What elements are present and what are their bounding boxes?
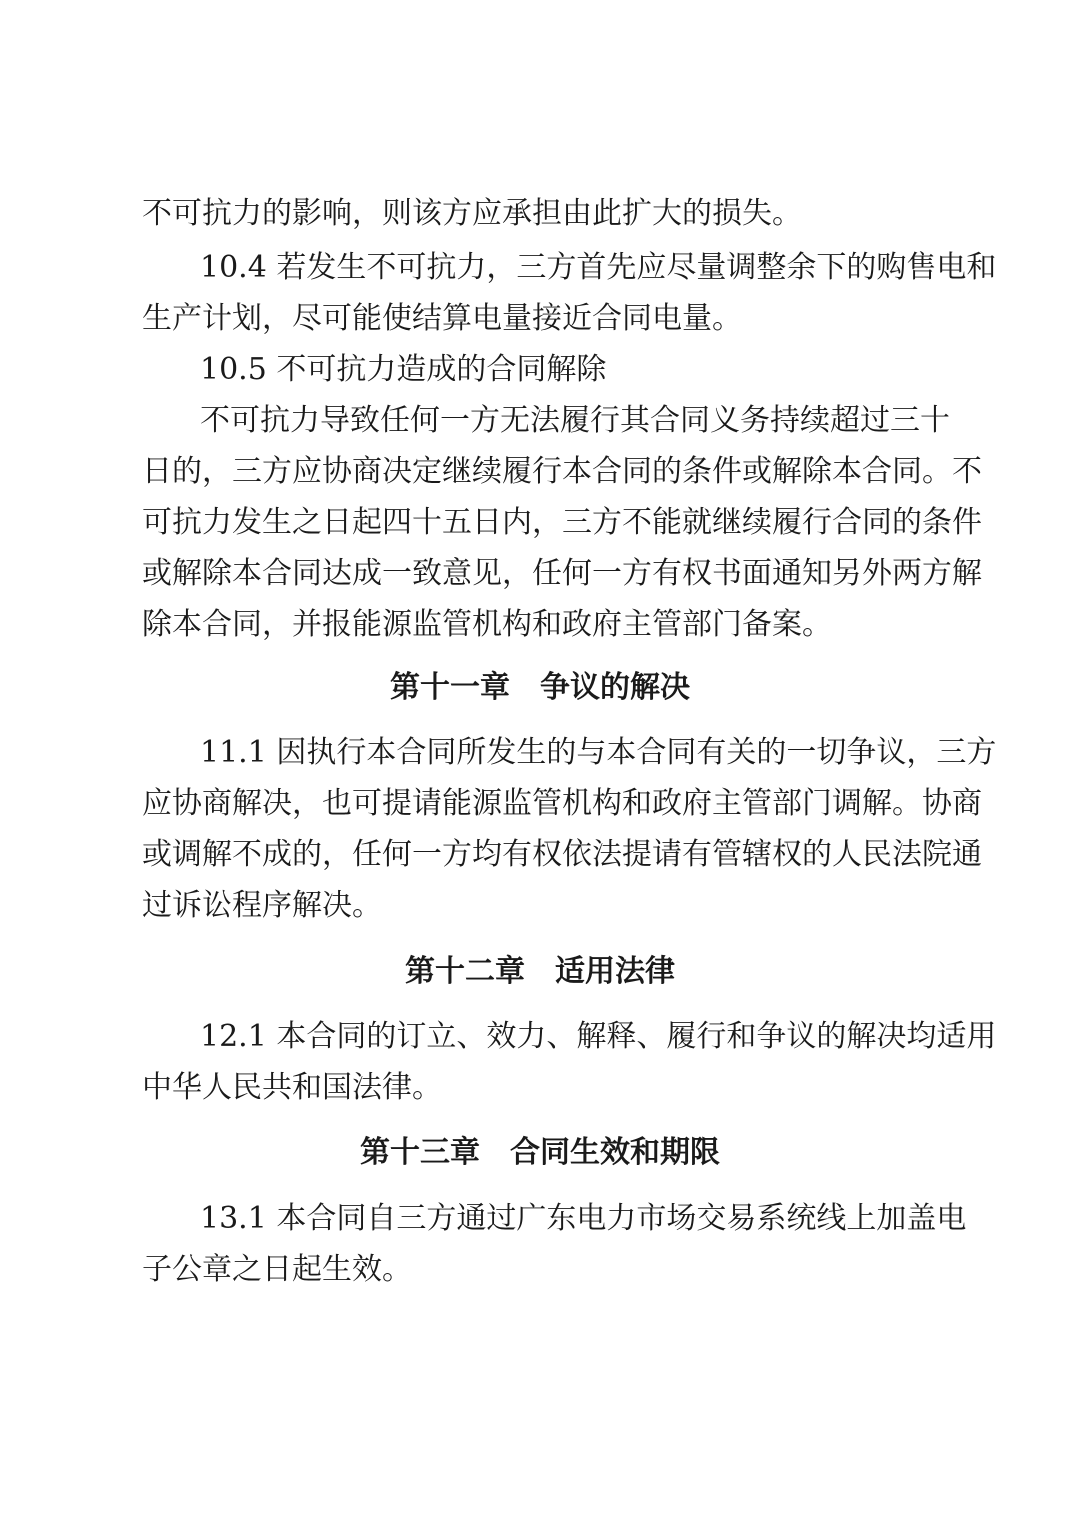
paragraph-line: 10.4 若发生不可抗力，三方首先应尽量调整余下的购售电和 [200, 250, 997, 285]
paragraph-line: 过诉讼程序解决。 [142, 888, 382, 923]
paragraph-line: 除本合同，并报能源监管机构和政府主管部门备案。 [142, 607, 832, 642]
paragraph-line: 不可抗力导致任何一方无法履行其合同义务持续超过三十 [200, 403, 950, 438]
chapter-heading: 第十二章 适用法律 [405, 954, 675, 989]
paragraph-line: 12.1 本合同的订立、效力、解释、履行和争议的解决均适用 [200, 1019, 997, 1054]
chapter-heading: 第十三章 合同生效和期限 [360, 1135, 720, 1170]
paragraph-line: 应协商解决，也可提请能源监管机构和政府主管部门调解。协商 [142, 786, 982, 821]
paragraph-line: 不可抗力的影响，则该方应承担由此扩大的损失。 [142, 196, 802, 231]
paragraph-line: 或调解不成的，任何一方均有权依法提请有管辖权的人民法院通 [142, 837, 982, 872]
paragraph-line: 11.1 因执行本合同所发生的与本合同有关的一切争议，三方 [200, 735, 997, 770]
chapter-heading: 第十一章 争议的解决 [390, 670, 690, 705]
paragraph-line: 或解除本合同达成一致意见，任何一方有权书面通知另外两方解 [142, 556, 982, 591]
paragraph-line: 日的，三方应协商决定继续履行本合同的条件或解除本合同。不 [142, 454, 982, 489]
paragraph-line: 13.1 本合同自三方通过广东电力市场交易系统线上加盖电 [200, 1201, 967, 1236]
paragraph-line: 生产计划，尽可能使结算电量接近合同电量。 [142, 301, 742, 336]
paragraph-line: 中华人民共和国法律。 [142, 1070, 442, 1105]
paragraph-line: 可抗力发生之日起四十五日内，三方不能就继续履行合同的条件 [142, 505, 982, 540]
paragraph-line: 10.5 不可抗力造成的合同解除 [200, 352, 607, 387]
paragraph-line: 子公章之日起生效。 [142, 1252, 412, 1287]
